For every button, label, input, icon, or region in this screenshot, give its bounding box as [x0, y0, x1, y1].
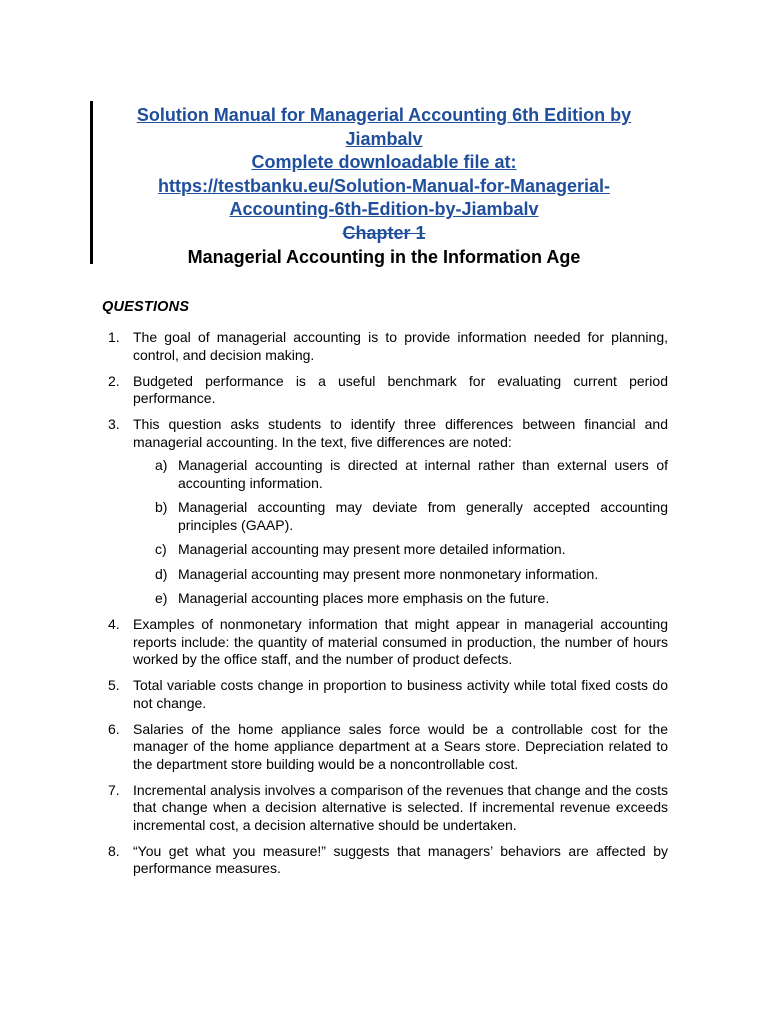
question-number: 1. — [108, 329, 120, 345]
sublist-text: Managerial accounting places more emphasis on the future. — [178, 590, 550, 606]
document-header — [100, 104, 668, 270]
sublist-text: Managerial accounting may deviate from generally accepted accounting principles (GAAP). — [178, 499, 668, 533]
question-item — [108, 416, 668, 608]
questions-list — [108, 329, 668, 886]
question-text: Examples of nonmonetary information that might appear in managerial accounting reports include: the quantity of material consumed in production, the number of hours worked by the office staff, and the number of product defects. — [133, 616, 668, 667]
question-text: This question asks students to identify three differences between financial and managerial accounting. In the text, five differences are noted: — [133, 416, 668, 450]
question-item — [108, 329, 668, 364]
sublist-letter: d) — [155, 565, 168, 582]
question-text: Incremental analysis involves a comparison of the revenues that change and the costs that change when a decision alternative is selected. If incremental revenue exceeds incremental cost, a decision alternative should be undertaken. — [133, 781, 668, 833]
sublist-letter: e) — [155, 590, 168, 606]
question-number: 5. — [108, 677, 120, 693]
sublist-letter: b) — [155, 499, 168, 515]
question-number: 3. — [108, 416, 120, 432]
sublist-item — [133, 499, 668, 534]
download-link-title-line-2[interactable]: Jiambalv — [345, 128, 423, 149]
question-item — [108, 721, 668, 774]
question-text: Budgeted performance is a useful benchmark for evaluating current period performance. — [133, 372, 668, 406]
question-number: 2. — [108, 372, 120, 389]
sublist-letter: a) — [155, 457, 168, 473]
question-item — [108, 782, 668, 835]
question-number: 7. — [108, 781, 120, 798]
sublist-text: Managerial accounting may present more detailed information. — [178, 541, 566, 557]
question-number: 8. — [108, 842, 120, 859]
sublist-letter: c) — [155, 541, 167, 557]
question-text: Total variable costs change in proportion to business activity while total fixed costs do not change. — [133, 677, 668, 711]
download-url-line-2[interactable]: Accounting-6th-Edition-by-Jiambalv — [229, 199, 539, 219]
question-number: 6. — [108, 720, 120, 737]
sublist-item — [133, 457, 668, 492]
download-url-line-1[interactable]: https://testbanku.eu/Solution-Manual-for-Managerial- — [157, 175, 610, 196]
question-text: The goal of managerial accounting is to provide information needed for planning, control, and decision making. — [133, 329, 668, 363]
chapter-title: Managerial Accounting in the Information Age — [187, 247, 581, 267]
sublist-text: Managerial accounting may present more nonmonetary information. — [178, 565, 599, 582]
question-text: “You get what you measure!” suggests that managers’ behaviors are affected by performance measures. — [133, 842, 668, 876]
download-link-title-line-1[interactable]: Solution Manual for Managerial Accounting 6th Edition by — [136, 105, 632, 125]
sublist-item — [133, 541, 668, 559]
question-item — [108, 616, 668, 669]
download-link-label[interactable]: Complete downloadable file at: — [251, 152, 517, 172]
sublist-text: Managerial accounting is directed at internal rather than external users of accounting information. — [178, 457, 668, 491]
question-item — [108, 373, 668, 408]
differences-sublist — [133, 457, 668, 608]
question-item — [108, 677, 668, 712]
sublist-item — [133, 566, 668, 584]
question-item — [108, 843, 668, 878]
questions-heading: QUESTIONS — [102, 299, 190, 315]
sublist-item — [133, 590, 668, 608]
question-text: Salaries of the home appliance sales force would be a controllable cost for the manager of the home appliance department at a Sears store. Depreciation related to the department store building would be a noncontrollable cost. — [133, 720, 668, 772]
question-number: 4. — [108, 616, 120, 632]
revision-change-bar — [90, 101, 93, 264]
chapter-label: Chapter 1 — [342, 222, 426, 243]
